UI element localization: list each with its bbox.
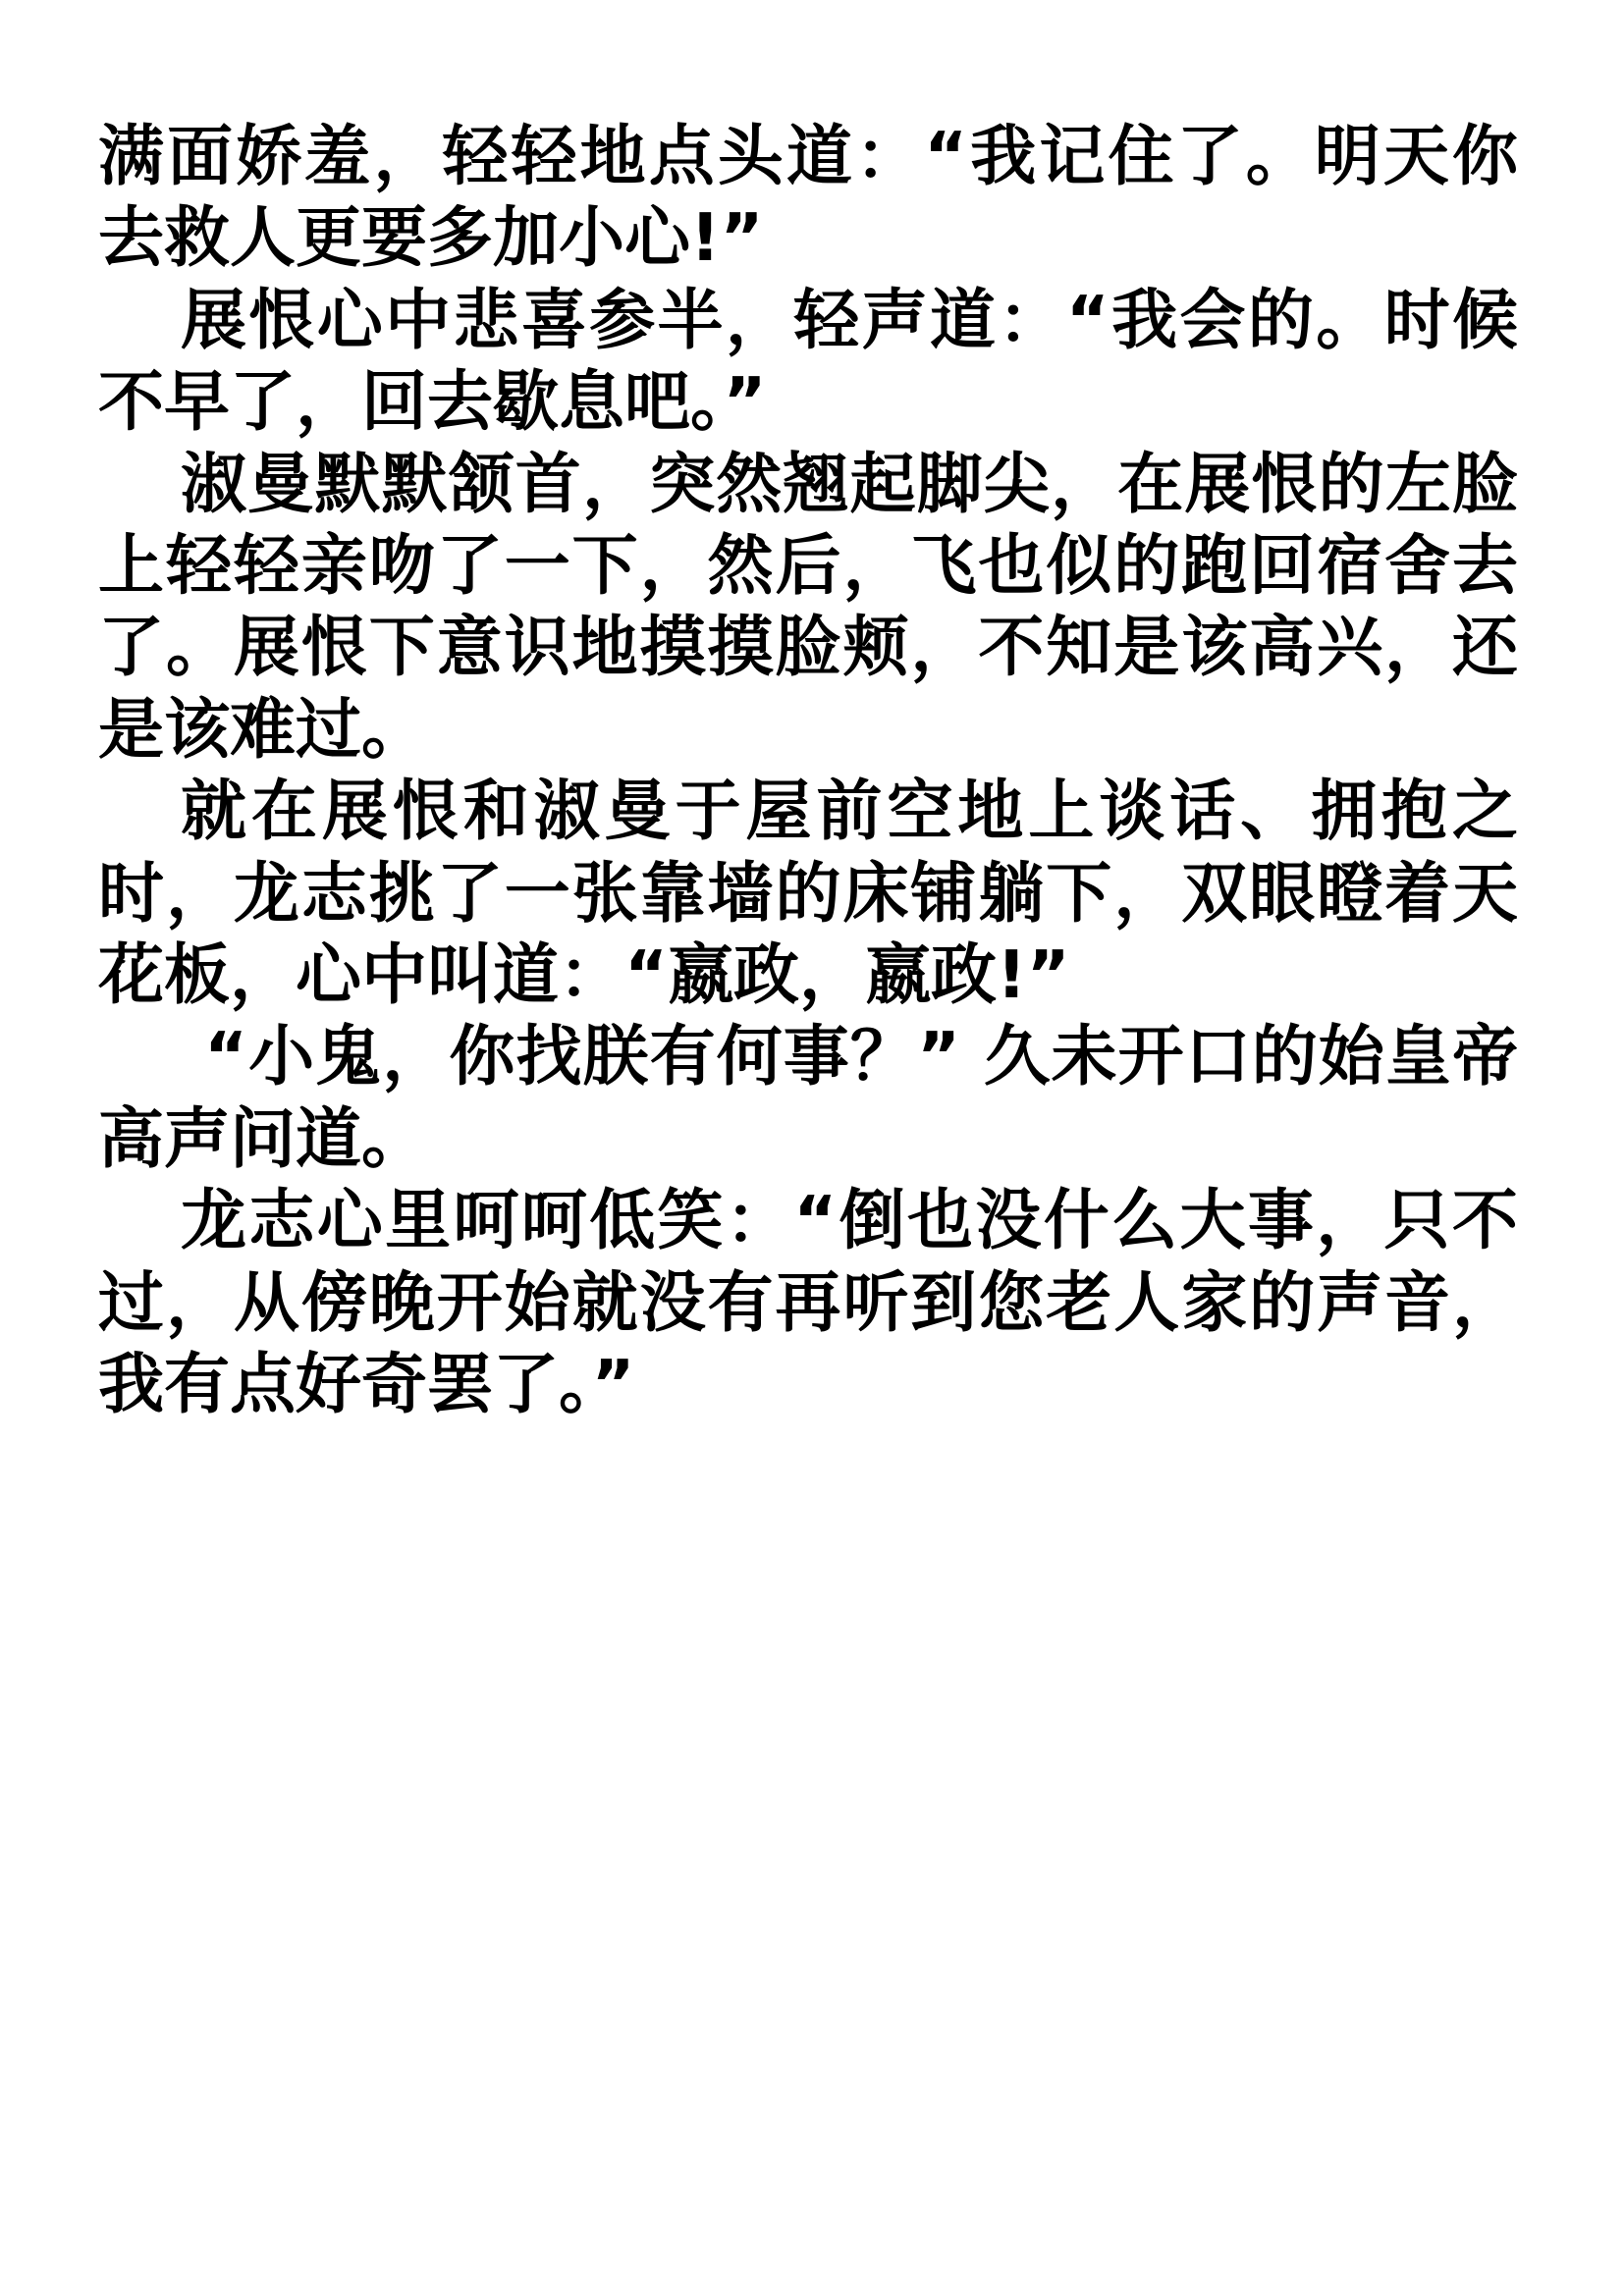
paragraph-4: 就在展恨和淑曼于屋前空地上谈话、拥抱之时，龙志挑了一张靠墙的床铺躺下，双眼瞪着天花板，心中叫道：“嬴政，嬴政!” [98,773,1518,1014]
paragraph-1: 满面娇羞，轻轻地点头道：“我记住了。明天你去救人更要多加小心!” [98,118,1518,277]
paragraph-3: 淑曼默默颔首，突然翘起脚尖，在展恨的左脸上轻轻亲吻了一下，然后，飞也似的跑回宿舍去了。展恨下意识地摸摸脸颊，不知是该高兴，还是该难过。 [98,445,1518,768]
paragraph-2: 展恨心中悲喜参半，轻声道：“我会的。时候不早了，回去歇息吧。” [98,281,1518,441]
document-body [98,116,1518,1426]
paragraph-6: 龙志心里呵呵低笑：“倒也没什么大事，只不过，从傍晚开始就没有再听到您老人家的声音，我有点好奇罢了。” [98,1182,1518,1423]
paragraph-5: “小鬼，你找朕有何事？” 久未开口的始皇帝高声问道。 [98,1018,1518,1177]
